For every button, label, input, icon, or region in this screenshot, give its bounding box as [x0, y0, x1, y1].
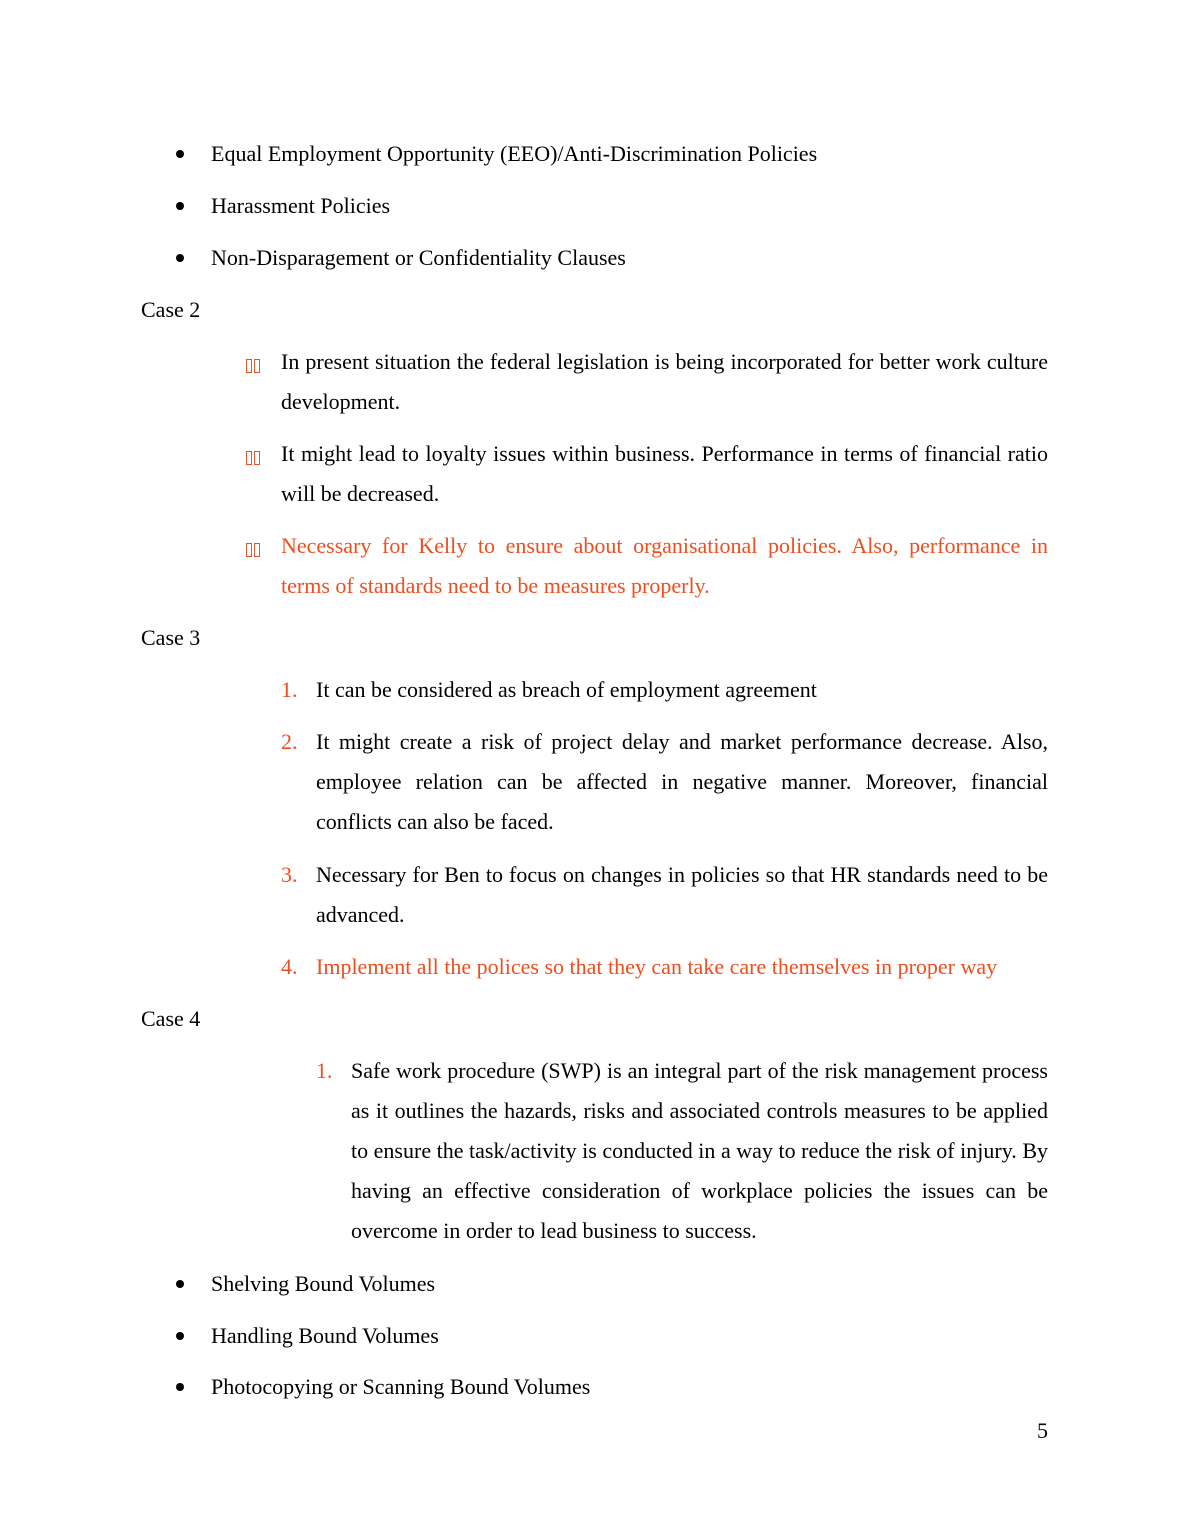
- list-number: 2.: [281, 729, 298, 754]
- list-number: 1.: [281, 677, 298, 702]
- list-item: Non-Disparagement or Confidentiality Clauses: [211, 245, 626, 270]
- case-2-heading: Case 2: [141, 297, 201, 322]
- bullet-icon: [176, 150, 184, 158]
- list-item: Harassment Policies: [211, 193, 391, 218]
- box-bullet-icon: [246, 537, 264, 555]
- case-3-item-3: Necessary for Ben to focus on changes in policies so that HR standards need to be advanced.: [316, 862, 1048, 927]
- case-3-item-1: It can be considered as breach of employment agreement: [316, 677, 817, 702]
- bullet-icon: [176, 202, 184, 210]
- list-number: 4.: [281, 954, 298, 979]
- case-2-item-3: Necessary for Kelly to ensure about organisational policies. Also, performance in terms of standards need to be measures properly.: [281, 533, 1048, 598]
- case-3-item-2: It might create a risk of project delay and market performance decrease. Also, employee relation can be affected in negative manner. Moreover, financial conflicts can also be faced.: [316, 729, 1048, 834]
- list-item: Handling Bound Volumes: [211, 1323, 439, 1348]
- bullet-icon: [176, 1383, 184, 1391]
- box-bullet-icon: [246, 445, 264, 463]
- page-number: 5: [1037, 1418, 1048, 1443]
- box-bullet-icon: [246, 353, 264, 371]
- bullet-icon: [176, 1280, 184, 1288]
- list-number: 3.: [281, 862, 298, 887]
- case-4-heading: Case 4: [141, 1006, 201, 1031]
- case-3-heading: Case 3: [141, 625, 201, 650]
- bullet-icon: [176, 1332, 184, 1340]
- list-number: 1.: [316, 1058, 333, 1083]
- list-item: Equal Employment Opportunity (EEO)/Anti-Discrimination Policies: [211, 141, 818, 166]
- list-item: Shelving Bound Volumes: [211, 1271, 436, 1296]
- case-3-item-4: Implement all the polices so that they can take care themselves in proper way: [316, 954, 998, 979]
- case-2-item-1: In present situation the federal legislation is being incorporated for better work culture development.: [281, 349, 1048, 414]
- case-2-item-2: It might lead to loyalty issues within business. Performance in terms of financial ratio will be decreased.: [281, 441, 1048, 506]
- case-4-item-1: Safe work procedure (SWP) is an integral part of the risk management process as it outlines the hazards, risks and associated controls measures to be applied to ensure the task/activity is conducted in a way to reduce the risk of injury. By having an effective consideration of workplace policies the issues can be overcome in order to lead business to success.: [351, 1058, 1048, 1243]
- list-item: Photocopying or Scanning Bound Volumes: [211, 1374, 591, 1399]
- bullet-icon: [176, 254, 184, 262]
